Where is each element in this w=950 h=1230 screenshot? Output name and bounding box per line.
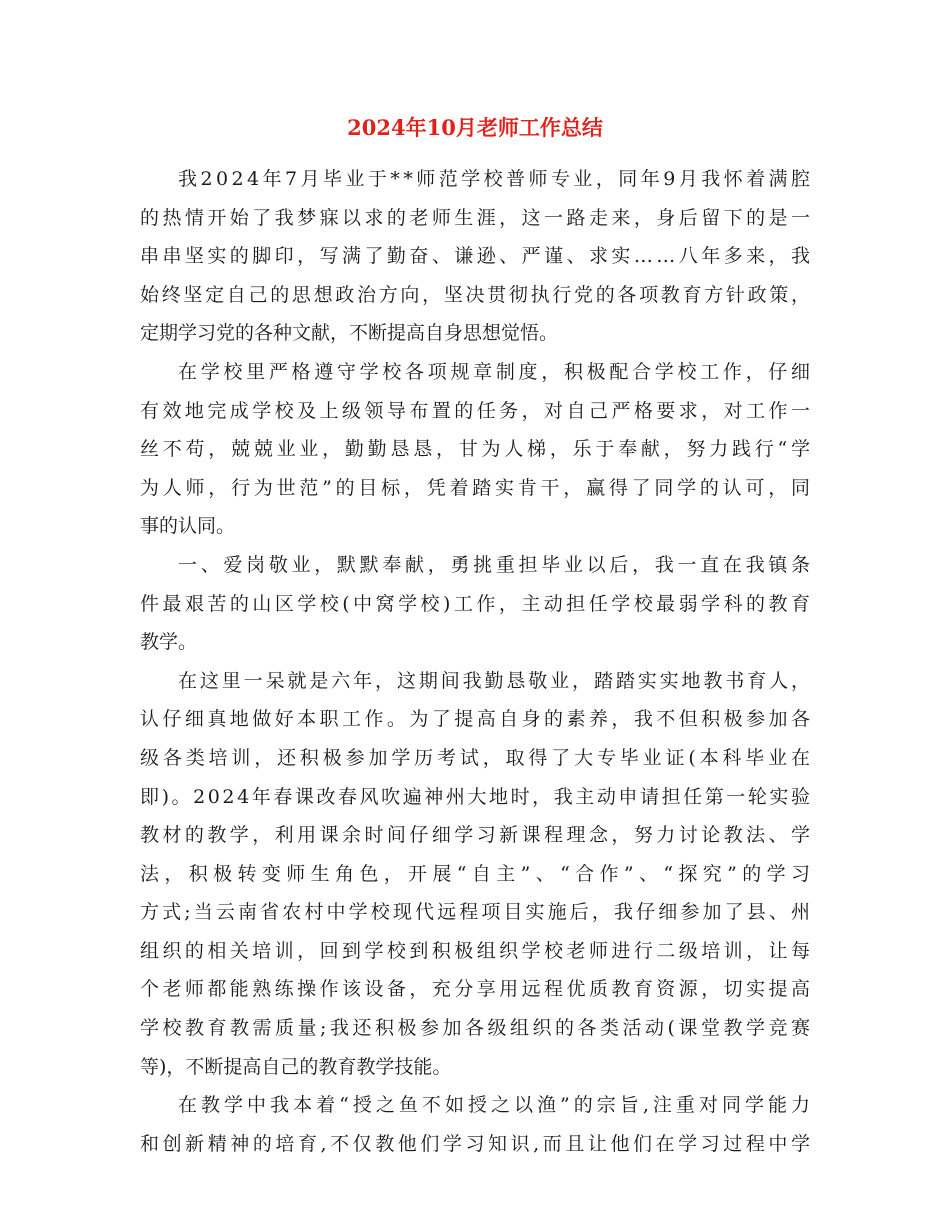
- text-line: 定期学习党的各种文献，不断提高自身思想觉悟。: [140, 322, 559, 345]
- document-title: 2024年10月老师工作总结: [347, 115, 603, 140]
- text-line: 在教学中我本着“授之鱼不如授之以渔”的宗旨,注重对同学能力: [178, 1094, 815, 1117]
- text-line: 教学。: [140, 631, 198, 654]
- text-line: 的热情开始了我梦寐以求的老师生涯，这一路走来，身后留下的是一: [140, 206, 814, 229]
- text-line: 在学校里严格遵守学校各项规章制度，积极配合学校工作，仔细: [178, 360, 814, 383]
- text-line: 我2024年7月毕业于**师范学校普师专业，同年9月我怀着满腔: [178, 168, 814, 190]
- text-line: 丝不苟，兢兢业业，勤勤恳恳，甘为人梯，乐于奉献，努力践行“学: [140, 438, 814, 461]
- paragraph: [140, 160, 814, 353]
- text-line: 方式;当云南省农村中学校现代远程项目实施后，我仔细参加了县、州: [140, 901, 814, 924]
- text-line: 等)，不断提高自己的教育教学技能。: [140, 1055, 452, 1078]
- text-line: 在这里一呆就是六年，这期间我勤恳敬业，踏踏实实地教书育人，: [178, 669, 813, 692]
- paragraph: [140, 1086, 815, 1163]
- text-line: 串串坚实的脚印，写满了勤奋、谦逊、严谨、求实……八年多来，我: [140, 245, 814, 268]
- text-line: 组织的相关培训，回到学校到积极组织学校老师进行二级培训，让每: [140, 939, 814, 962]
- paragraph: [140, 662, 816, 1087]
- text-line: 法，积极转变师生角色，开展“自主”、“合作”、“探究”的学习: [140, 862, 816, 885]
- text-line: 学校教育教需质量;我还积极参加各级组织的各类活动(课堂教学竞赛: [140, 1017, 814, 1040]
- paragraph: [140, 353, 814, 546]
- text-line: 件最艰苦的山区学校(中窝学校)工作，主动担任学校最弱学科的教育: [140, 592, 814, 615]
- text-line: 即)。2024年春课改春风吹遍神州大地时，我主动申请担任第一轮实验: [140, 785, 813, 808]
- text-line: 一、爱岗敬业，默默奉献，勇挑重担毕业以后，我一直在我镇条: [178, 553, 814, 576]
- text-line: 和创新精神的培育,不仅教他们学习知识,而且让他们在学习过程中学: [140, 1132, 814, 1155]
- text-line: 级各类培训，还积极参加学历考试，取得了大专毕业证(本科毕业在: [140, 746, 814, 769]
- text-line: 事的认同。: [140, 515, 236, 538]
- text-line: 教材的教学，利用课余时间仔细学习新课程理念，努力讨论教法、学: [140, 824, 814, 847]
- paragraph: [140, 546, 814, 662]
- document-body: [140, 160, 816, 1163]
- text-line: 为人师，行为世范”的目标，凭着踏实肯干，赢得了同学的认可，同: [140, 476, 814, 499]
- text-line: 有效地完成学校及上级领导布置的任务，对自己严格要求，对工作一: [140, 399, 814, 422]
- text-line: 认仔细真地做好本职工作。为了提高自身的素养，我不但积极参加各: [140, 708, 814, 731]
- text-line: 始终坚定自己的思想政治方向，坚决贯彻执行党的各项教育方针政策，: [140, 283, 813, 306]
- text-line: 个老师都能熟练操作该设备，充分享用远程优质教育资源，切实提高: [140, 978, 814, 1001]
